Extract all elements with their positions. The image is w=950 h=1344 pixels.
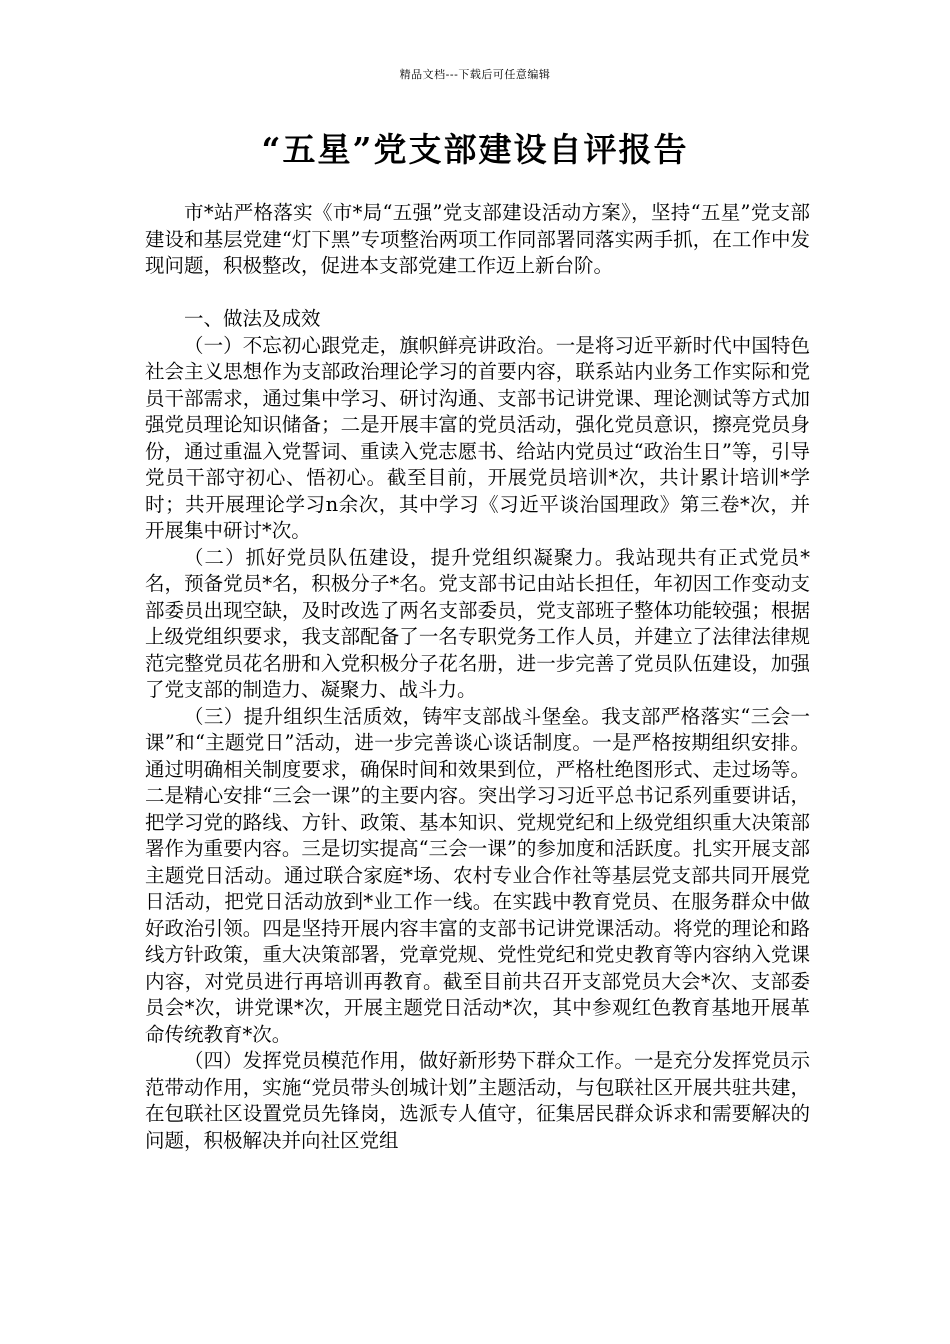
document-title: “五星”党支部建设自评报告 xyxy=(261,130,689,169)
section-heading: 一、做法及成效 xyxy=(184,307,321,330)
intro-paragraph: 市*站严格落实《市*局“五强”党支部建设活动方案》，坚持“五星”党支部建设和基层党建“灯下黑”专项整治两项工作同部署同落实两手抓，在工作中发现问题，积极整改，促进本支部党建工作迈上新台阶。 xyxy=(145,201,810,277)
body-paragraph: （三）提升组织生活质效，铸牢支部战斗堡垒。我支部严格落实“三会一课”和“主题党日”活动，进一步完善谈心谈话制度。一是严格按期组织安排。通过明确相关制度要求，确保时间和效果到位，严格杜绝图形式、走过场等。二是精心安排“三会一课”的主要内容。突出学习习近平总书记系列重要讲话，把学习党的路线、方针、政策、基本知识、党规党纪和上级党组织重大决策部署作为重要内容。三是切实提高“三会一课”的参加度和活跃度。扎实开展支部主题党日活动。通过联合家庭*场、农村专业合作社等基层党支部共同开展党日活动，把党日活动放到*业工作一线。在实践中教育党员、在服务群众中做好政治引领。四是坚持开展内容丰富的支部书记讲党课活动。将党的理论和路线方针政策，重大决策部署，党章党规、党性党纪和党史教育等内容纳入党课内容，对党员进行再培训再教育。截至目前共召开支部党员大会*次、支部委员会*次，讲党课*次，开展主题党日活动*次，其中参观红色教育基地开展革命传统教育*次。 xyxy=(145,704,810,1046)
document-body xyxy=(145,200,810,1154)
body-paragraph: （二）抓好党员队伍建设，提升党组织凝聚力。我站现共有正式党员*名，预备党员*名，积极分子*名。党支部书记由站长担任，年初因工作变动支部委员出现空缺，及时改选了两名支部委员，党支部班子整体功能较强；根据上级党组织要求，我支部配备了一名专职党务工作人员，并建立了法律法律规范完整党员花名册和入党积极分子花名册，进一步完善了党员队伍建设，加强了党支部的制造力、凝聚力、战斗力。 xyxy=(145,545,810,701)
body-paragraph: （四）发挥党员模范作用，做好新形势下群众工作。一是充分发挥党员示范带动作用，实施“党员带头创城计划”主题活动，与包联社区开展共驻共建，在包联社区设置党员先锋岗，选派专人值守，征集居民群众诉求和需要解决的问题，积极解决并向社区党组 xyxy=(145,1049,810,1152)
body-paragraph: （一）不忘初心跟党走，旗帜鲜亮讲政治。一是将习近平新时代中国特色社会主义思想作为支部政治理论学习的首要内容，联系站内业务工作实际和党员干部需求，通过集中学习、研讨沟通、支部书记讲党课、理论测试等方式加强党员理论知识储备；二是开展丰富的党员活动，强化党员意识，擦亮党员身份，通过重温入党誓词、重读入党志愿书、给站内党员过“政治生日”等，引导党员干部守初心、悟初心。截至目前，开展党员培训*次，共计累计培训*学时；共开展理论学习n余次，其中学习《习近平谈治国理政》第三卷*次，并开展集中研讨*次。 xyxy=(145,333,810,542)
header-note: 精品文档---下载后可任意编辑 xyxy=(399,68,551,81)
